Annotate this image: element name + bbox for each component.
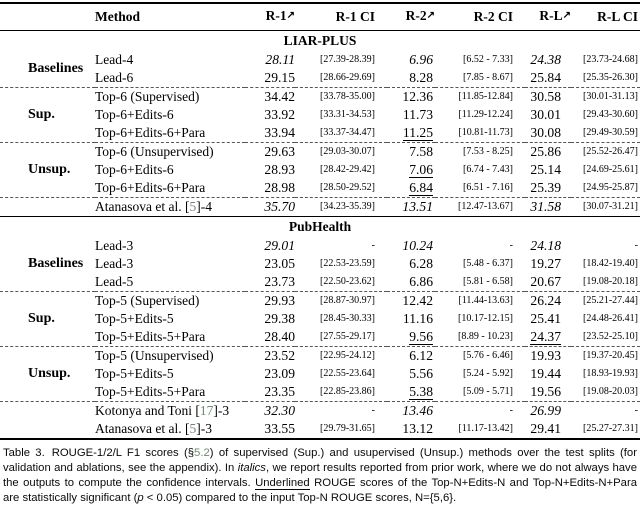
confidence-interval: - [634,240,638,251]
method-text: Lead-3 [95,238,134,253]
confidence-interval: [30.01-31.13] [571,88,640,107]
score-value [525,347,571,366]
confidence-interval: [24.69-25.61] [583,164,638,175]
confidence-interval: [5.48 - 6.37] [463,258,513,269]
section-title-row [0,217,640,238]
paper-table-figure [0,2,640,506]
caption-segment: p [137,492,144,504]
score-number: 23.09 [264,366,295,381]
method-name [95,365,245,383]
score-number: 28.93 [264,162,295,177]
score-number: 33.92 [264,107,295,122]
confidence-interval: [29.43-30.60] [583,109,638,120]
table-row [0,365,640,383]
method-text: Atanasova et al. [ [95,421,190,436]
method-name [95,198,245,217]
method-name [95,292,245,311]
score-value [387,69,435,88]
table-row [0,69,640,88]
score-number: 5.56 [409,366,433,381]
score-number: 13.46 [402,403,433,418]
method-name [95,328,245,347]
caption-segment: Underlined [255,477,310,489]
score-value [387,106,435,124]
confidence-interval: [29.03-30.07] [295,143,387,162]
score-value [245,88,295,107]
group-label: Unsup. [0,143,95,198]
method-name [95,273,245,292]
score-number: 24.37 [530,329,561,344]
method-name [95,69,245,88]
score-value [387,383,435,402]
column-header-label: R-2 CI [473,9,513,24]
citation-link[interactable]: 17 [199,403,214,418]
score-value [245,161,295,179]
score-value [387,310,435,328]
score-number: 33.55 [264,421,295,436]
column-header-r-l [525,3,571,31]
table-row [0,273,640,292]
score-value [387,365,435,383]
score-value [525,310,571,328]
column-header-label: R-L CI [597,9,638,24]
confidence-interval: [33.31-34.53] [320,109,375,120]
confidence-interval: [28.42-29.42] [320,164,375,175]
score-value [387,237,435,255]
up-right-arrow-icon: ↗ [426,10,435,21]
confidence-interval: [19.08-20.03] [583,386,638,397]
table-row [0,143,640,162]
score-number: 7.06 [409,162,433,177]
score-value [387,143,435,162]
confidence-interval: - [295,402,387,421]
score-value [245,237,295,255]
score-number: 10.24 [402,238,433,253]
method-name [95,310,245,328]
score-number: 6.86 [409,274,433,289]
score-number: 20.67 [530,274,561,289]
method-text: Top-5+Edits-5 [95,366,174,381]
score-number: 23.73 [264,274,295,289]
section-title-row [0,31,640,52]
confidence-interval: - [435,402,525,421]
score-value [525,161,571,179]
citation-link[interactable]: 5 [189,199,197,214]
confidence-interval: [24.48-26.41] [583,313,638,324]
method-text: Top-6+Edits-6 [95,107,174,122]
score-number: 30.58 [530,89,561,104]
section-title: LIAR-PLUS [283,33,357,48]
score-value [525,106,571,124]
confidence-interval: [22.55-23.64] [320,368,375,379]
score-value [525,255,571,273]
table-row [0,179,640,198]
confidence-interval: [6.74 - 7.43] [463,164,513,175]
method-name [95,255,245,273]
method-text: Lead-5 [95,274,134,289]
column-header-r-1-ci [295,3,387,31]
method-name [95,347,245,366]
confidence-interval: [19.37-20.45] [571,347,640,366]
method-text: Top-5+Edits-5+Para [95,329,206,344]
score-number: 13.51 [402,199,433,214]
confidence-interval: [23.73-24.68] [583,54,638,65]
confidence-interval: [23.52-25.10] [583,331,638,342]
confidence-interval: [10.81-11.73] [458,127,513,138]
score-value [525,237,571,255]
score-value [387,255,435,273]
score-value [387,328,435,347]
up-right-arrow-icon: ↗ [286,10,295,21]
score-value [525,273,571,292]
score-number: 28.40 [264,329,295,344]
score-number: 11.73 [402,107,433,122]
method-name [95,383,245,402]
column-header-method [95,3,245,31]
table-row [0,237,640,255]
score-value [387,179,435,198]
method-text: Top-5+Edits-5 [95,311,174,326]
group-label: Unsup. [0,347,95,402]
table-row [0,255,640,273]
score-value [245,51,295,69]
confidence-interval: [29.49-30.59] [583,127,638,138]
column-header-r-2-ci [435,3,525,31]
confidence-interval: [6.52 - 7.33] [463,54,513,65]
table-header [0,3,640,31]
section-link[interactable]: 5.2 [194,447,210,459]
confidence-interval: [25.52-26.47] [571,143,640,162]
confidence-interval: - [371,240,375,251]
score-value [245,255,295,273]
score-number: 11.16 [402,311,433,326]
score-number: 23.52 [264,348,295,363]
score-number: 6.96 [409,52,433,67]
score-number: 28.98 [264,180,295,195]
column-header-label: R-1 [265,8,287,23]
confidence-interval: [22.95-24.12] [295,347,387,366]
confidence-interval: [19.08-20.18] [583,276,638,287]
confidence-interval: [7.85 - 8.67] [463,72,513,83]
score-value [245,69,295,88]
score-number: 25.84 [530,70,561,85]
method-text: Top-5 (Unsupervised) [95,348,214,363]
confidence-interval: [22.50-23.62] [320,276,375,287]
score-number: 30.01 [530,107,561,122]
confidence-interval: [11.85-12.84] [435,88,525,107]
caption-segment: , we report results reported from prior work, where we do not always have the outputs to compute the confidence intervals. [3,462,637,489]
confidence-interval: [11.44-13.63] [435,292,525,311]
confidence-interval: [5.09 - 5.71] [463,386,513,397]
method-text: Top-6 (Supervised) [95,89,200,104]
confidence-interval: [25.35-26.30] [583,72,638,83]
table-row [0,106,640,124]
score-value [387,292,435,311]
column-header-label: R-L [539,8,563,23]
score-value [525,124,571,143]
score-value [387,420,435,439]
column-header-r-1 [245,3,295,31]
method-text: Lead-6 [95,70,134,85]
confidence-interval: [5.81 - 6.58] [463,276,513,287]
caption-segment: ROUGE scores of the Top-N+Edits-N and Top-N+Edits-N+Para are statistically significant ( [3,477,637,504]
score-number: 7.58 [409,144,433,159]
group-label [0,402,95,440]
score-number: 23.35 [264,384,295,399]
method-name [95,420,245,439]
confidence-interval: [33.37-34.47] [320,127,375,138]
method-name [95,124,245,143]
score-number: 29.93 [264,293,295,308]
table-row [0,292,640,311]
score-number: 19.56 [530,384,561,399]
caption-segment: ) of supervised (Sup.) and usupervised (Unsup.) methods over the test splits (for validation and ablations, see the appendix). In [3,447,637,474]
corner-cell [0,3,95,31]
score-value [245,402,295,421]
score-value [245,292,295,311]
score-number: 8.28 [409,70,433,85]
score-number: 23.05 [264,256,295,271]
group-label: Sup. [0,292,95,347]
score-value [245,143,295,162]
citation-link[interactable]: 5 [189,421,197,436]
confidence-interval: [28.50-29.52] [320,182,375,193]
score-value [525,88,571,107]
score-number: 13.12 [402,421,433,436]
score-value [245,273,295,292]
table-row [0,347,640,366]
score-value [387,347,435,366]
score-number: 6.84 [409,180,433,195]
score-value [245,179,295,198]
column-header-label: Method [95,9,140,24]
confidence-interval: [12.47-13.67] [435,198,525,217]
method-name [95,106,245,124]
score-value [245,383,295,402]
score-value [525,292,571,311]
confidence-interval: [18.93-19.93] [583,368,638,379]
score-number: 25.14 [530,162,561,177]
table-row [0,51,640,69]
score-number: 6.28 [409,256,433,271]
score-value [525,420,571,439]
score-number: 24.18 [530,238,561,253]
score-value [525,383,571,402]
column-header-r-l-ci [571,3,640,31]
method-text: ]-4 [196,199,212,214]
column-header-r-2 [387,3,435,31]
score-value [387,273,435,292]
method-text: Top-5+Edits-5+Para [95,384,206,399]
score-value [245,365,295,383]
score-value [387,51,435,69]
table-caption [3,446,637,506]
score-number: 12.36 [402,89,433,104]
group-label: Baselines [28,256,84,271]
table-row [0,88,640,107]
score-value [387,161,435,179]
method-name [95,402,245,421]
confidence-interval: [25.27-27.31] [583,423,638,434]
caption-segment: italics [237,462,266,474]
score-number: 29.41 [530,421,561,436]
score-number: 25.86 [530,144,561,159]
score-number: 12.42 [402,293,433,308]
score-number: 5.38 [409,384,433,399]
score-number: 6.12 [409,348,433,363]
score-number: 35.70 [264,199,295,214]
score-number: 29.01 [264,238,295,253]
score-value [525,179,571,198]
results-table [0,2,640,440]
score-number: 34.42 [264,89,295,104]
group-label: Sup. [0,88,95,143]
up-right-arrow-icon: ↗ [562,10,571,21]
confidence-interval: [34.23-35.39] [295,198,387,217]
score-number: 26.99 [530,403,561,418]
score-number: 28.11 [265,52,295,67]
column-header-label: R-2 [405,8,427,23]
method-text: Top-5 (Supervised) [95,293,200,308]
score-number: 25.39 [530,180,561,195]
score-number: 29.63 [264,144,295,159]
score-number: 29.38 [264,311,295,326]
score-value [245,347,295,366]
confidence-interval: [8.89 - 10.23] [458,331,513,342]
header-row [0,3,640,31]
score-value [525,198,571,217]
confidence-interval: [28.45-30.33] [320,313,375,324]
table-row [0,383,640,402]
confidence-interval: [11.29-12.24] [458,109,513,120]
method-text: Top-6 (Unsupervised) [95,144,214,159]
confidence-interval: [5.76 - 6.46] [435,347,525,366]
score-number: 33.94 [264,125,295,140]
method-text: Lead-3 [95,256,134,271]
score-value [387,402,435,421]
caption-segment: Table 3. [3,447,45,459]
column-header-label: R-1 CI [335,9,375,24]
score-number: 26.24 [530,293,561,308]
score-value [525,328,571,347]
score-value [387,198,435,217]
method-name [95,179,245,198]
score-number: 24.38 [530,52,561,67]
caption-segment: ROUGE-1/2/L F1 scores (§ [51,447,195,459]
table-row [0,124,640,143]
method-name [95,143,245,162]
table-body [0,31,640,440]
score-value [525,365,571,383]
table-row [0,161,640,179]
confidence-interval: [10.17-12.15] [458,313,513,324]
confidence-interval: [6.51 - 7.16] [463,182,513,193]
confidence-interval: [30.07-31.21] [571,198,640,217]
score-number: 30.08 [530,125,561,140]
table-row [0,420,640,439]
confidence-interval: - [509,240,513,251]
method-name [95,51,245,69]
confidence-interval: [33.78-35.00] [295,88,387,107]
method-text: ]-3 [213,403,230,418]
method-name [95,88,245,107]
confidence-interval: [22.53-23.59] [320,258,375,269]
method-name [95,161,245,179]
confidence-interval: [25.21-27.44] [571,292,640,311]
confidence-interval: [28.87-30.97] [295,292,387,311]
score-value [245,328,295,347]
score-value [245,124,295,143]
section-title: PubHealth [0,217,640,238]
score-value [525,51,571,69]
score-value [525,402,571,421]
method-text: Atanasova et al. [ [95,199,190,214]
table-row [0,310,640,328]
confidence-interval: [18.42-19.40] [583,258,638,269]
score-value [525,69,571,88]
method-text: Kotonya and Toni [ [95,403,200,418]
score-number: 19.27 [530,256,561,271]
score-value [387,124,435,143]
confidence-interval: [29.79-31.65] [320,423,375,434]
score-number: 9.56 [409,329,433,344]
score-value [245,198,295,217]
confidence-interval: [7.53 - 8.25] [435,143,525,162]
caption-segment: < 0.05) compared to the input Top-N ROUGE scores, N={5,6}. [143,492,457,504]
score-value [387,88,435,107]
score-number: 11.25 [402,125,433,140]
method-name [95,237,245,255]
confidence-interval: [28.66-29.69] [320,72,375,83]
group-label [0,198,95,217]
score-number: 31.58 [530,199,561,214]
method-text: ]-3 [196,421,212,436]
confidence-interval: [22.85-23.86] [320,386,375,397]
method-text: Top-6+Edits-6+Para [95,125,206,140]
table-row [0,402,640,421]
confidence-interval: - [571,402,640,421]
confidence-interval: [24.95-25.87] [583,182,638,193]
score-number: 32.30 [264,403,295,418]
table-row [0,328,640,347]
confidence-interval: [5.24 - 5.92] [463,368,513,379]
score-number: 19.93 [530,348,561,363]
score-number: 25.41 [530,311,561,326]
method-text: Lead-4 [95,52,134,67]
method-text: Top-6+Edits-6+Para [95,180,206,195]
score-number: 19.44 [530,366,561,381]
score-value [245,310,295,328]
confidence-interval: [11.17-13.42] [458,423,513,434]
group-label: Baselines [28,61,84,76]
confidence-interval: [27.39-28.39] [320,54,375,65]
score-value [245,106,295,124]
score-number: 29.15 [264,70,295,85]
score-value [525,143,571,162]
confidence-interval: [27.55-29.17] [320,331,375,342]
method-text: Top-6+Edits-6 [95,162,174,177]
table-row [0,198,640,217]
score-value [245,420,295,439]
